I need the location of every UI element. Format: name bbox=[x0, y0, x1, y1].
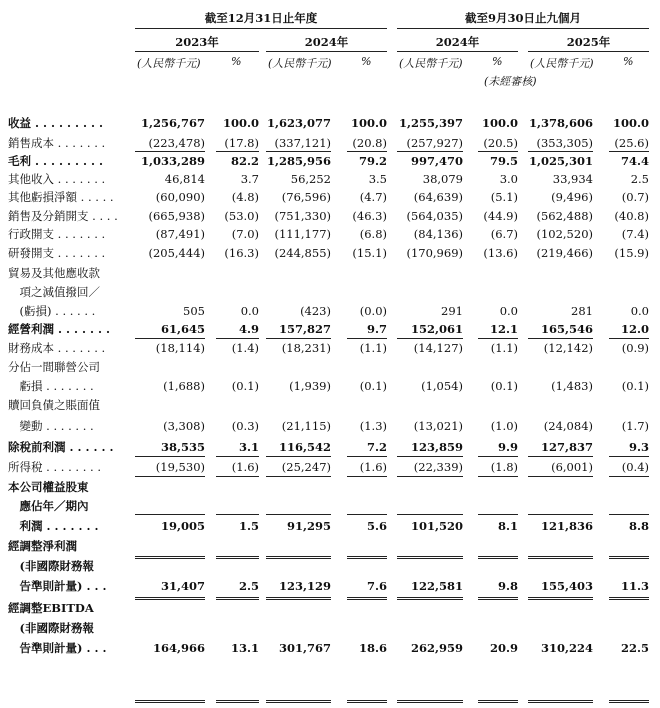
pct-label-3: % bbox=[492, 55, 503, 68]
percent-cell: (15.1) bbox=[352, 246, 387, 260]
period-header-annual: 截至12月31日止年度 bbox=[204, 11, 318, 25]
subtotal-rule bbox=[397, 476, 463, 477]
percent-cell: 100.0 bbox=[350, 116, 387, 130]
subtotal-rule bbox=[347, 338, 387, 339]
percent-cell: (0.4) bbox=[621, 460, 649, 474]
subtotal-rule bbox=[266, 151, 331, 152]
subtotal-rule bbox=[609, 476, 649, 477]
subtotal-rule bbox=[266, 456, 331, 457]
table-row bbox=[0, 321, 660, 338]
percent-cell: 3.0 bbox=[499, 172, 518, 186]
amount-cell: 31,407 bbox=[160, 579, 205, 593]
amount-cell: 157,827 bbox=[278, 322, 331, 336]
row-label: 告準則計量) . . . bbox=[8, 641, 107, 655]
table-row bbox=[0, 265, 660, 282]
amount-cell: (25,247) bbox=[281, 460, 331, 474]
table-row bbox=[0, 479, 660, 496]
row-label: 贖回負債之賬面值 bbox=[8, 398, 100, 412]
subtotal-rule bbox=[347, 514, 387, 515]
percent-cell: 5.6 bbox=[366, 519, 387, 533]
table-row bbox=[0, 397, 660, 414]
unit-label-2: (人民幣千元) bbox=[268, 57, 332, 70]
percent-cell: (1.1) bbox=[490, 341, 518, 355]
amount-cell: (84,136) bbox=[413, 227, 463, 241]
subtotal-rule bbox=[135, 338, 205, 339]
year-2023: 2023年 bbox=[175, 35, 219, 49]
year-2025-9m: 2025年 bbox=[566, 35, 611, 49]
table-row bbox=[0, 538, 660, 555]
percent-cell: 3.5 bbox=[368, 172, 387, 186]
amount-cell: (1,939) bbox=[289, 379, 331, 393]
percent-cell: 100.0 bbox=[481, 116, 518, 130]
percent-cell: 20.9 bbox=[489, 641, 518, 655]
total-double-rule bbox=[478, 597, 518, 600]
amount-cell: (13,021) bbox=[413, 419, 463, 433]
row-label: 分佔一間聯營公司 bbox=[8, 360, 100, 374]
amount-cell: 127,837 bbox=[540, 440, 593, 454]
row-label: 應佔年／期內 bbox=[8, 499, 89, 513]
row-label: 變動 . . . . . . . bbox=[8, 419, 94, 433]
amount-cell: 281 bbox=[571, 304, 593, 318]
table-row bbox=[0, 153, 660, 170]
subtotal-rule bbox=[397, 514, 463, 515]
percent-cell: 8.1 bbox=[497, 519, 518, 533]
amount-cell: 1,285,956 bbox=[266, 154, 331, 168]
subtotal-rule bbox=[397, 338, 463, 339]
table-row bbox=[0, 498, 660, 515]
percent-cell: (25.6) bbox=[614, 136, 649, 150]
percent-cell: 8.8 bbox=[628, 519, 649, 533]
percent-cell: 18.6 bbox=[358, 641, 387, 655]
table-row bbox=[0, 135, 660, 152]
table-row bbox=[0, 640, 660, 657]
table-row bbox=[0, 558, 660, 575]
subtotal-rule bbox=[347, 456, 387, 457]
amount-cell: 123,129 bbox=[278, 579, 331, 593]
amount-cell: (751,330) bbox=[274, 209, 331, 223]
row-label: (虧損) . . . . . . bbox=[8, 304, 96, 318]
total-double-rule bbox=[397, 700, 463, 703]
subtotal-rule bbox=[135, 151, 205, 152]
subtotal-rule bbox=[609, 456, 649, 457]
percent-cell: 7.6 bbox=[366, 579, 387, 593]
total-double-rule bbox=[216, 700, 259, 703]
amount-cell: 164,966 bbox=[152, 641, 205, 655]
subtotal-rule bbox=[609, 514, 649, 515]
percent-cell: (1.6) bbox=[359, 460, 387, 474]
year-2024-9m: 2024年 bbox=[435, 35, 480, 49]
percent-cell: 100.0 bbox=[222, 116, 259, 130]
total-double-rule bbox=[266, 597, 331, 600]
subtotal-rule bbox=[266, 514, 331, 515]
percent-cell: (15.9) bbox=[614, 246, 649, 260]
amount-cell: (24,084) bbox=[543, 419, 593, 433]
row-label: 貿易及其他應收款 bbox=[8, 266, 100, 280]
amount-cell: (1,688) bbox=[163, 379, 205, 393]
amount-cell: 505 bbox=[183, 304, 205, 318]
amount-cell: (22,339) bbox=[413, 460, 463, 474]
amount-cell: (60,090) bbox=[155, 190, 205, 204]
total-double-rule bbox=[609, 556, 649, 559]
amount-cell: 1,623,077 bbox=[266, 116, 331, 130]
percent-cell: 74.4 bbox=[620, 154, 649, 168]
amount-cell: (219,466) bbox=[536, 246, 593, 260]
table-row bbox=[0, 459, 660, 476]
percent-cell: (7.0) bbox=[231, 227, 259, 241]
year-2024: 2024年 bbox=[304, 35, 349, 49]
amount-cell: (665,938) bbox=[148, 209, 205, 223]
amount-cell: (14,127) bbox=[413, 341, 463, 355]
percent-cell: 0.0 bbox=[499, 304, 518, 318]
percent-cell: (0.1) bbox=[490, 379, 518, 393]
amount-cell: (337,121) bbox=[274, 136, 331, 150]
amount-cell: (353,305) bbox=[536, 136, 593, 150]
amount-cell: (111,177) bbox=[274, 227, 331, 241]
amount-cell: (18,114) bbox=[155, 341, 205, 355]
amount-cell: 1,033,289 bbox=[140, 154, 205, 168]
table-row bbox=[0, 359, 660, 376]
percent-cell: (1.0) bbox=[490, 419, 518, 433]
row-label: 項之減值撥回／ bbox=[8, 285, 100, 299]
subtotal-rule bbox=[347, 151, 387, 152]
amount-cell: 123,859 bbox=[410, 440, 463, 454]
total-double-rule bbox=[347, 700, 387, 703]
unit-label-3: (人民幣千元) bbox=[399, 57, 463, 70]
percent-cell: 12.1 bbox=[489, 322, 518, 336]
row-label: 經調整淨利潤 bbox=[8, 539, 77, 553]
subtotal-rule bbox=[397, 151, 463, 152]
percent-cell: (4.8) bbox=[231, 190, 259, 204]
percent-cell: (1.6) bbox=[231, 460, 259, 474]
table-row bbox=[0, 378, 660, 395]
amount-cell: (12,142) bbox=[543, 341, 593, 355]
total-double-rule bbox=[528, 556, 593, 559]
percent-cell: 4.9 bbox=[238, 322, 259, 336]
percent-cell: (0.1) bbox=[621, 379, 649, 393]
year-rule-3 bbox=[397, 51, 518, 52]
percent-cell: (44.9) bbox=[483, 209, 518, 223]
subtotal-rule bbox=[216, 338, 259, 339]
total-double-rule bbox=[528, 700, 593, 703]
row-label: 除稅前利潤 . . . . . . bbox=[8, 440, 114, 454]
table-row bbox=[0, 208, 660, 225]
percent-cell: (1.1) bbox=[359, 341, 387, 355]
table-row bbox=[0, 340, 660, 357]
amount-cell: 1,255,397 bbox=[398, 116, 463, 130]
row-label: 經調整EBITDA bbox=[8, 601, 94, 615]
amount-cell: (223,478) bbox=[148, 136, 205, 150]
total-double-rule bbox=[135, 700, 205, 703]
subtotal-rule bbox=[478, 514, 518, 515]
percent-cell: (4.7) bbox=[359, 190, 387, 204]
row-label: 經營利潤 . . . . . . . bbox=[8, 322, 111, 336]
unaudited-note: (未經審核) bbox=[484, 75, 537, 88]
year-rule-2 bbox=[266, 51, 387, 52]
amount-cell: (76,596) bbox=[281, 190, 331, 204]
period-header-nine-months: 截至9月30日止九個月 bbox=[464, 11, 581, 25]
amount-cell: 38,535 bbox=[160, 440, 205, 454]
amount-cell: 152,061 bbox=[410, 322, 463, 336]
row-label: 行政開支 . . . . . . . bbox=[8, 227, 106, 241]
percent-cell: 9.9 bbox=[497, 440, 518, 454]
total-double-rule bbox=[135, 556, 205, 559]
total-double-rule bbox=[266, 700, 331, 703]
amount-cell: 1,025,301 bbox=[528, 154, 593, 168]
row-label: 研發開支 . . . . . . . bbox=[8, 246, 106, 260]
subtotal-rule bbox=[266, 338, 331, 339]
amount-cell: 1,378,606 bbox=[528, 116, 593, 130]
percent-cell: 13.1 bbox=[230, 641, 259, 655]
total-double-rule bbox=[609, 597, 649, 600]
amount-cell: 56,252 bbox=[290, 172, 331, 186]
total-double-rule bbox=[478, 700, 518, 703]
amount-cell: 155,403 bbox=[540, 579, 593, 593]
amount-cell: (3,308) bbox=[163, 419, 205, 433]
amount-cell: (87,491) bbox=[155, 227, 205, 241]
subtotal-rule bbox=[135, 476, 205, 477]
total-double-rule bbox=[528, 597, 593, 600]
unit-label-1: (人民幣千元) bbox=[137, 57, 201, 70]
total-double-rule bbox=[397, 556, 463, 559]
percent-cell: 9.8 bbox=[497, 579, 518, 593]
total-double-rule bbox=[609, 700, 649, 703]
total-double-rule bbox=[347, 597, 387, 600]
table-row bbox=[0, 189, 660, 206]
percent-cell: 2.5 bbox=[238, 579, 259, 593]
pct-label-2: % bbox=[361, 55, 372, 68]
percent-cell: (1.8) bbox=[490, 460, 518, 474]
percent-cell: (0.7) bbox=[621, 190, 649, 204]
row-label: 所得稅 . . . . . . . . bbox=[8, 460, 101, 474]
percent-cell: 3.1 bbox=[238, 440, 259, 454]
percent-cell: (6.7) bbox=[490, 227, 518, 241]
amount-cell: (9,496) bbox=[551, 190, 593, 204]
subtotal-rule bbox=[478, 151, 518, 152]
subtotal-rule bbox=[216, 456, 259, 457]
unit-label-4: (人民幣千元) bbox=[530, 57, 594, 70]
amount-cell: (562,488) bbox=[536, 209, 593, 223]
row-label: 財務成本 . . . . . . . bbox=[8, 341, 106, 355]
amount-cell: (64,639) bbox=[413, 190, 463, 204]
pct-label-4: % bbox=[623, 55, 634, 68]
subtotal-rule bbox=[478, 456, 518, 457]
year-rule-4 bbox=[528, 51, 649, 52]
percent-cell: (0.3) bbox=[231, 419, 259, 433]
percent-cell: (17.8) bbox=[224, 136, 259, 150]
percent-cell: 79.5 bbox=[489, 154, 518, 168]
amount-cell: (170,969) bbox=[406, 246, 463, 260]
subtotal-rule bbox=[216, 476, 259, 477]
row-label: 銷售及分銷開支 . . . . bbox=[8, 209, 118, 223]
subtotal-rule bbox=[528, 476, 593, 477]
table-row bbox=[0, 439, 660, 456]
amount-cell: 116,542 bbox=[278, 440, 331, 454]
percent-cell: (1.3) bbox=[359, 419, 387, 433]
percent-cell: 22.5 bbox=[620, 641, 649, 655]
amount-cell: 121,836 bbox=[540, 519, 593, 533]
percent-cell: 3.7 bbox=[240, 172, 259, 186]
amount-cell: (1,483) bbox=[551, 379, 593, 393]
subtotal-rule bbox=[478, 476, 518, 477]
row-label: 其他收入 . . . . . . . bbox=[8, 172, 106, 186]
amount-cell: 301,767 bbox=[278, 641, 331, 655]
row-label: 虧損 . . . . . . . bbox=[8, 379, 94, 393]
percent-cell: (0.1) bbox=[359, 379, 387, 393]
amount-cell: 1,256,767 bbox=[140, 116, 205, 130]
subtotal-rule bbox=[528, 151, 593, 152]
table-row bbox=[0, 245, 660, 262]
percent-cell: 0.0 bbox=[240, 304, 259, 318]
subtotal-rule bbox=[528, 338, 593, 339]
row-label: (非國際財務報 bbox=[8, 559, 94, 573]
total-double-rule bbox=[347, 556, 387, 559]
amount-cell: 122,581 bbox=[410, 579, 463, 593]
row-label: 銷售成本 . . . . . . . bbox=[8, 136, 106, 150]
amount-cell: (1,054) bbox=[421, 379, 463, 393]
subtotal-rule bbox=[135, 456, 205, 457]
row-label: 利潤 . . . . . . . bbox=[8, 519, 99, 533]
percent-cell: 82.2 bbox=[230, 154, 259, 168]
percent-cell: 2.5 bbox=[630, 172, 649, 186]
percent-cell: (0.9) bbox=[621, 341, 649, 355]
amount-cell: (205,444) bbox=[148, 246, 205, 260]
percent-cell: (16.3) bbox=[224, 246, 259, 260]
subtotal-rule bbox=[216, 514, 259, 515]
percent-cell: 7.2 bbox=[366, 440, 387, 454]
percent-cell: (40.8) bbox=[614, 209, 649, 223]
amount-cell: (257,927) bbox=[406, 136, 463, 150]
percent-cell: 9.7 bbox=[366, 322, 387, 336]
percent-cell: (0.1) bbox=[231, 379, 259, 393]
percent-cell: 79.2 bbox=[358, 154, 387, 168]
percent-cell: (1.7) bbox=[621, 419, 649, 433]
amount-cell: (244,855) bbox=[274, 246, 331, 260]
amount-cell: 997,470 bbox=[410, 154, 463, 168]
total-double-rule bbox=[266, 556, 331, 559]
percent-cell: (6.8) bbox=[359, 227, 387, 241]
amount-cell: 310,224 bbox=[540, 641, 593, 655]
percent-cell: (7.4) bbox=[621, 227, 649, 241]
amount-cell: (19,530) bbox=[155, 460, 205, 474]
subtotal-rule bbox=[609, 338, 649, 339]
subtotal-rule bbox=[347, 476, 387, 477]
subtotal-rule bbox=[397, 456, 463, 457]
subtotal-rule bbox=[135, 514, 205, 515]
percent-cell: (0.0) bbox=[359, 304, 387, 318]
subtotal-rule bbox=[528, 514, 593, 515]
row-label: 本公司權益股東 bbox=[8, 480, 89, 494]
amount-cell: 262,959 bbox=[410, 641, 463, 655]
percent-cell: (1.4) bbox=[231, 341, 259, 355]
subtotal-rule bbox=[609, 151, 649, 152]
table-row bbox=[0, 226, 660, 243]
amount-cell: 19,005 bbox=[160, 519, 205, 533]
amount-cell: 165,546 bbox=[540, 322, 593, 336]
row-label: 其他虧損淨額 . . . . . bbox=[8, 190, 114, 204]
amount-cell: 91,295 bbox=[286, 519, 331, 533]
percent-cell: 100.0 bbox=[612, 116, 649, 130]
amount-cell: (6,001) bbox=[551, 460, 593, 474]
total-double-rule bbox=[478, 556, 518, 559]
row-label: 收益 . . . . . . . . . bbox=[8, 116, 104, 130]
percent-cell: 0.0 bbox=[630, 304, 649, 318]
subtotal-rule bbox=[266, 476, 331, 477]
amount-cell: 101,520 bbox=[410, 519, 463, 533]
amount-cell: 38,079 bbox=[422, 172, 463, 186]
table-row bbox=[0, 578, 660, 595]
percent-cell: (13.6) bbox=[483, 246, 518, 260]
total-double-rule bbox=[135, 597, 205, 600]
row-label: (非國際財務報 bbox=[8, 621, 94, 635]
table-row bbox=[0, 303, 660, 320]
row-label: 毛利 . . . . . . . . . bbox=[8, 154, 104, 168]
amount-cell: 291 bbox=[441, 304, 463, 318]
table-row bbox=[0, 600, 660, 617]
row-label: 告準則計量) . . . bbox=[8, 579, 107, 593]
total-double-rule bbox=[216, 597, 259, 600]
percent-cell: (20.8) bbox=[352, 136, 387, 150]
pct-label-1: % bbox=[231, 55, 242, 68]
amount-cell: (102,520) bbox=[536, 227, 593, 241]
amount-cell: 61,645 bbox=[160, 322, 205, 336]
header-rule-annual bbox=[135, 28, 387, 29]
subtotal-rule bbox=[478, 338, 518, 339]
amount-cell: 33,934 bbox=[552, 172, 593, 186]
percent-cell: (5.1) bbox=[490, 190, 518, 204]
amount-cell: (21,115) bbox=[281, 419, 331, 433]
table-row bbox=[0, 620, 660, 637]
subtotal-rule bbox=[528, 456, 593, 457]
table-row bbox=[0, 518, 660, 535]
table-row bbox=[0, 171, 660, 188]
amount-cell: 46,814 bbox=[164, 172, 205, 186]
percent-cell: 11.3 bbox=[620, 579, 649, 593]
percent-cell: (20.5) bbox=[483, 136, 518, 150]
table-row bbox=[0, 115, 660, 132]
percent-cell: (46.3) bbox=[352, 209, 387, 223]
table-row bbox=[0, 418, 660, 435]
header-rule-nine-months bbox=[397, 28, 649, 29]
year-rule-1 bbox=[135, 51, 259, 52]
total-double-rule bbox=[397, 597, 463, 600]
percent-cell: 1.5 bbox=[238, 519, 259, 533]
amount-cell: (18,231) bbox=[281, 341, 331, 355]
amount-cell: (423) bbox=[300, 304, 331, 318]
percent-cell: 12.0 bbox=[620, 322, 649, 336]
subtotal-rule bbox=[216, 151, 259, 152]
total-double-rule bbox=[216, 556, 259, 559]
table-row bbox=[0, 284, 660, 301]
percent-cell: 9.3 bbox=[628, 440, 649, 454]
percent-cell: (53.0) bbox=[224, 209, 259, 223]
amount-cell: (564,035) bbox=[406, 209, 463, 223]
